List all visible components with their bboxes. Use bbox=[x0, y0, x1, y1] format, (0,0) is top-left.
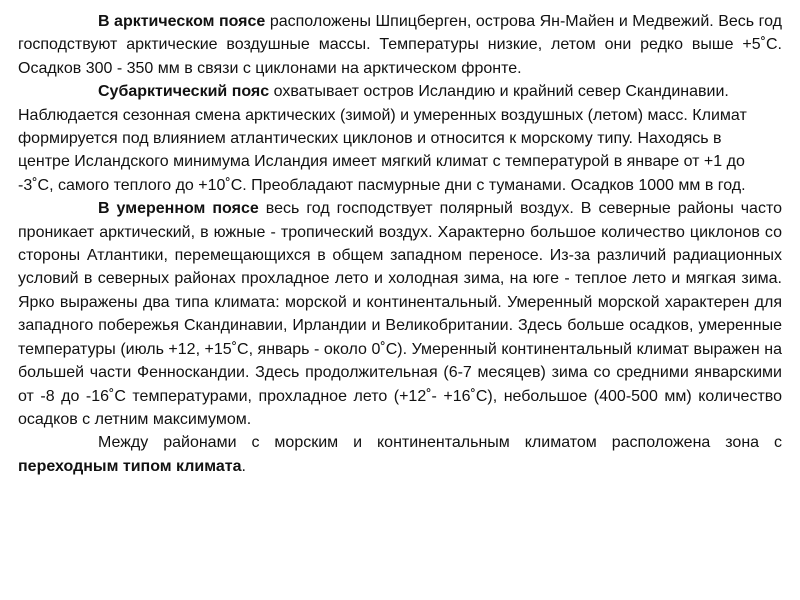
text-temperate-belt: весь год господствует полярный воздух. В северные районы часто проникает арктический, в южные - тропический воздух. Характерно большое количество циклонов со стороны Атлантики, перемещающихся в общем западном переносе. Из-за различий радиационных условий в северных районах прохладное лето и холодная зима, на юге - теплое лето и мягкая зима. Ярко выражены два типа климата: морской и континентальный. Умеренный морской характерен для западного побережья Скандинавии, Ирландии и Великобритании. Здесь больше осадков, умеренные температуры (июль +12, +15˚С, январь - около 0˚С). Умеренный континентальный климат выражен на большей части Фенноскандии. Здесь продолжительная (6-7 месяцев) зима со средними январскими от -8 до -16˚С температурами, прохладное лето (+12˚- +16˚С), небольшое (400-500 мм) количество осадков с летним максимумом. bbox=[18, 200, 782, 428]
text-transitional-end: . bbox=[241, 457, 246, 475]
heading-subarctic-belt: Субарктический пояс bbox=[98, 83, 270, 101]
paragraph-arctic-belt bbox=[18, 10, 782, 80]
term-transitional-climate: переходным типом климата bbox=[18, 457, 242, 475]
heading-temperate-belt: В умеренном поясе bbox=[98, 200, 259, 218]
text-transitional-zone: Между районами с морским и континентальным климатом расположена зона с bbox=[98, 434, 782, 452]
paragraph-transitional-zone bbox=[18, 431, 782, 478]
paragraph-temperate-belt bbox=[18, 197, 782, 431]
heading-arctic-belt: В арктическом поясе bbox=[98, 13, 266, 30]
text-arctic-belt: расположены Шпицберген, острова Ян-Майен и Медвежий. Весь год господствуют арктические воздушные массы. Температуры низкие, летом они редко выше +5˚С. Осадков 300 - 350 мм в связи с циклонами на арктическом фронте. bbox=[18, 13, 782, 77]
text-subarctic-belt: охватывает остров Исландию и крайний север Скандинавии. Наблюдается сезонная смена арктических (зимой) и умеренных воздушных (летом) масс. Климат формируется под влиянием атлантических циклонов и относится к морскому типу. Находясь в центре Исландского минимума Исландия имеет мягкий климат с температурой в январе от +1 до -3˚С, самого теплого до +10˚С. Преобладают пасмурные дни с туманами. Осадков 1000 мм в год. bbox=[18, 83, 747, 194]
paragraph-subarctic-belt bbox=[18, 80, 782, 197]
